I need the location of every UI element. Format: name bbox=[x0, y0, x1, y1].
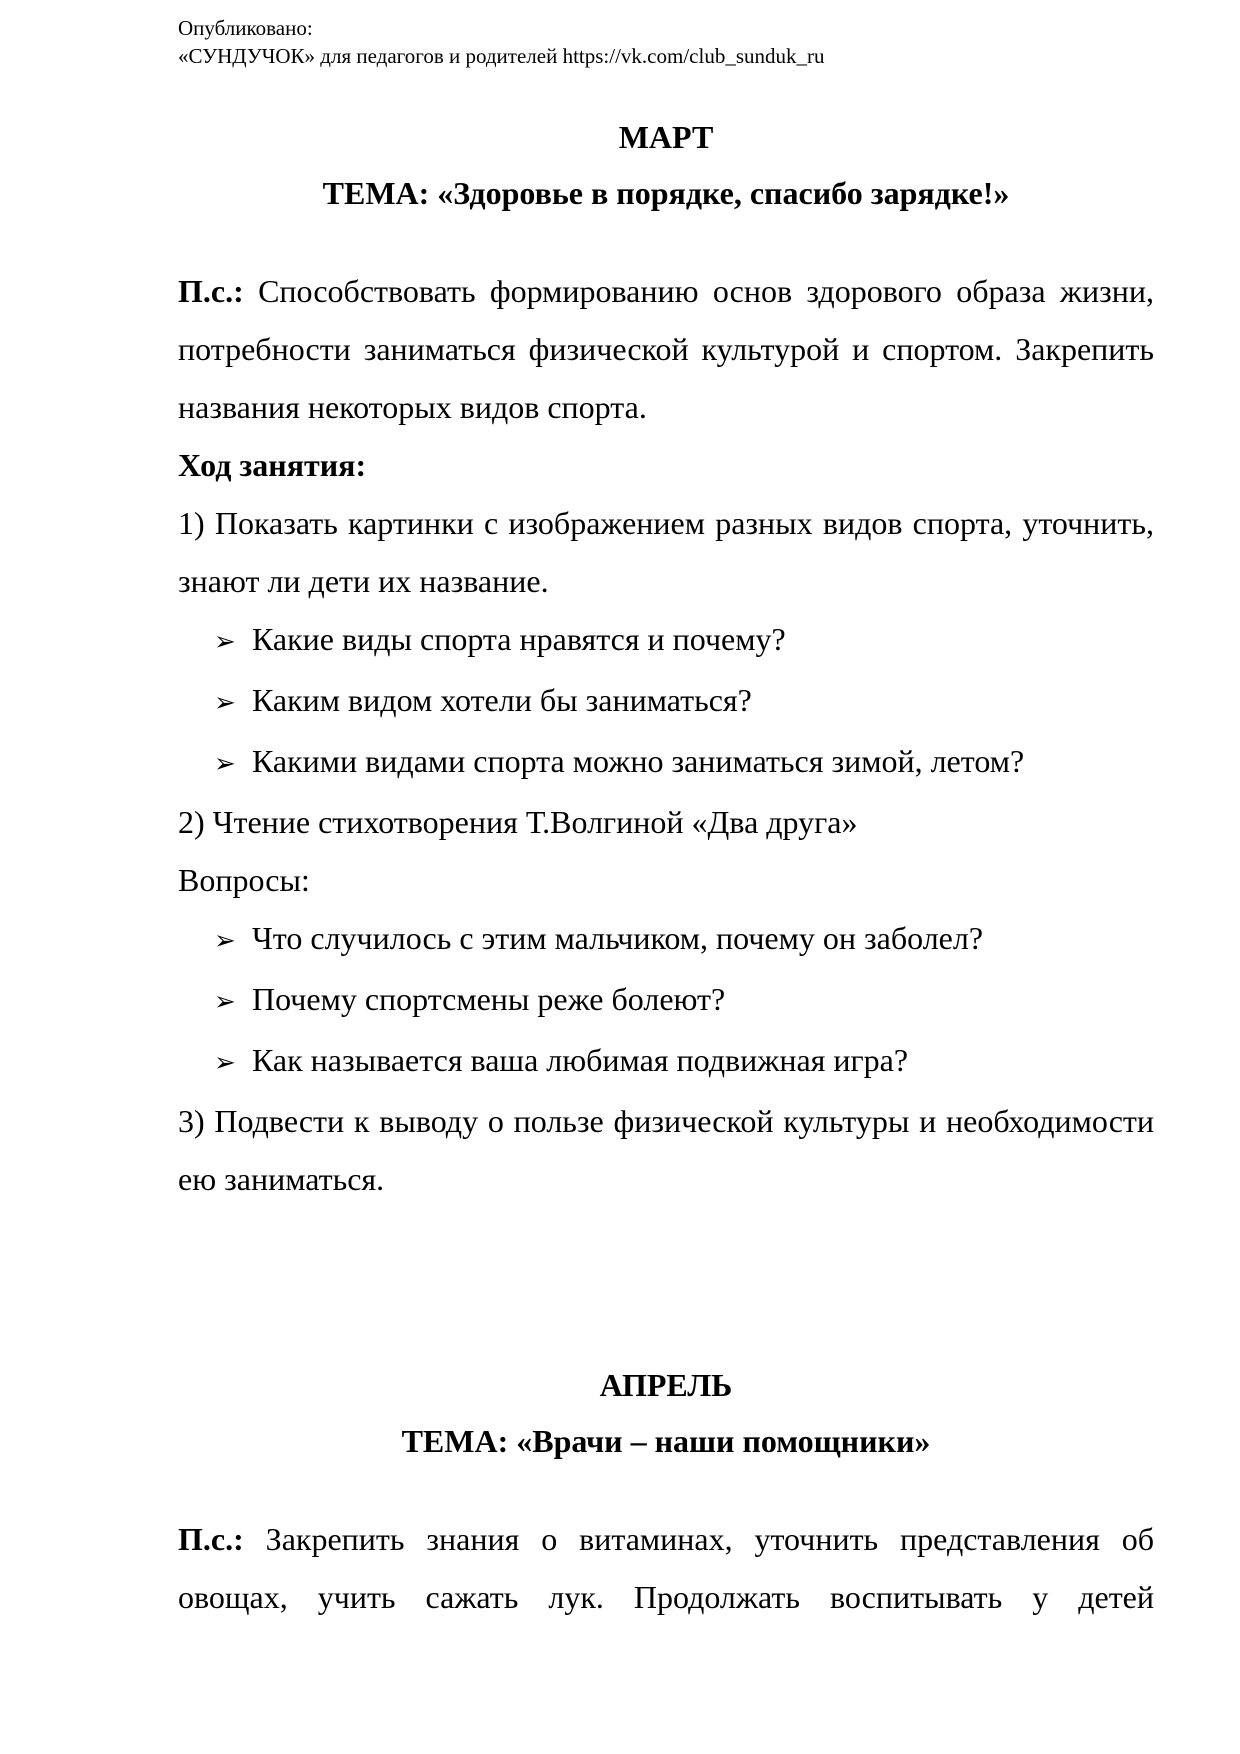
month-title: МАРТ bbox=[618, 119, 714, 155]
step-1-questions bbox=[178, 610, 1154, 793]
list-item: ➢ Почему спортсмены реже болеют? bbox=[178, 970, 1154, 1031]
theme-title: ТЕМА: «Врачи – наши помощники» bbox=[401, 1423, 931, 1459]
month-title: АПРЕЛЬ bbox=[599, 1367, 733, 1403]
list-item: ➢ Какими видами спорта можно заниматься зимой, летом? bbox=[178, 732, 1154, 793]
april-section bbox=[178, 1358, 1154, 1626]
goal-text: Закрепить знания о витаминах, уточнить представления об овощах, учить сажать лук. Продолжать воспитывать у детей bbox=[178, 1521, 1155, 1615]
arrow-bullet-icon: ➢ bbox=[214, 987, 236, 1017]
header-source-link: «СУНДУЧОК» для педагогов и родителей https://vk.com/club_sunduk_ru bbox=[178, 44, 825, 68]
step-1: 1) Показать картинки с изображением разных видов спорта, уточнить, знают ли дети их название. bbox=[178, 505, 1154, 599]
goal-paragraph bbox=[178, 262, 1154, 436]
arrow-bullet-icon: ➢ bbox=[214, 688, 236, 718]
step-2-questions bbox=[178, 909, 1154, 1092]
header-published-label: Опубликовано: bbox=[178, 16, 313, 40]
goal-paragraph bbox=[178, 1510, 1154, 1626]
list-item: ➢ Как называется ваша любимая подвижная игра? bbox=[178, 1031, 1154, 1092]
goal-label: П.с.: bbox=[178, 273, 244, 309]
arrow-bullet-icon: ➢ bbox=[214, 1048, 236, 1078]
theme-title: ТЕМА: «Здоровье в порядке, спасибо зарядке!» bbox=[322, 175, 1010, 211]
goal-text: Способствовать формированию основ здорового образа жизни, потребности заниматься физической культурой и спортом. Закрепить названия некоторых видов спорта. bbox=[178, 273, 1155, 425]
arrow-bullet-icon: ➢ bbox=[214, 627, 236, 657]
list-item: ➢ Какие виды спорта нравятся и почему? bbox=[178, 610, 1154, 671]
march-section bbox=[178, 110, 1154, 1208]
arrow-bullet-icon: ➢ bbox=[214, 749, 236, 779]
questions-label: Вопросы: bbox=[178, 862, 310, 898]
goal-label: П.с.: bbox=[178, 1521, 244, 1557]
list-item: ➢ Что случилось с этим мальчиком, почему он заболел? bbox=[178, 909, 1154, 970]
step-2: 2) Чтение стихотворения Т.Волгиной «Два друга» bbox=[178, 804, 858, 840]
publication-header bbox=[178, 14, 825, 70]
course-title: Ход занятия: bbox=[178, 447, 367, 483]
arrow-bullet-icon: ➢ bbox=[214, 926, 236, 956]
list-item: ➢ Каким видом хотели бы заниматься? bbox=[178, 671, 1154, 732]
step-3: 3) Подвести к выводу о пользе физической культуры и необходимости ею заниматься. bbox=[178, 1103, 1154, 1197]
document-body bbox=[178, 110, 1154, 1626]
